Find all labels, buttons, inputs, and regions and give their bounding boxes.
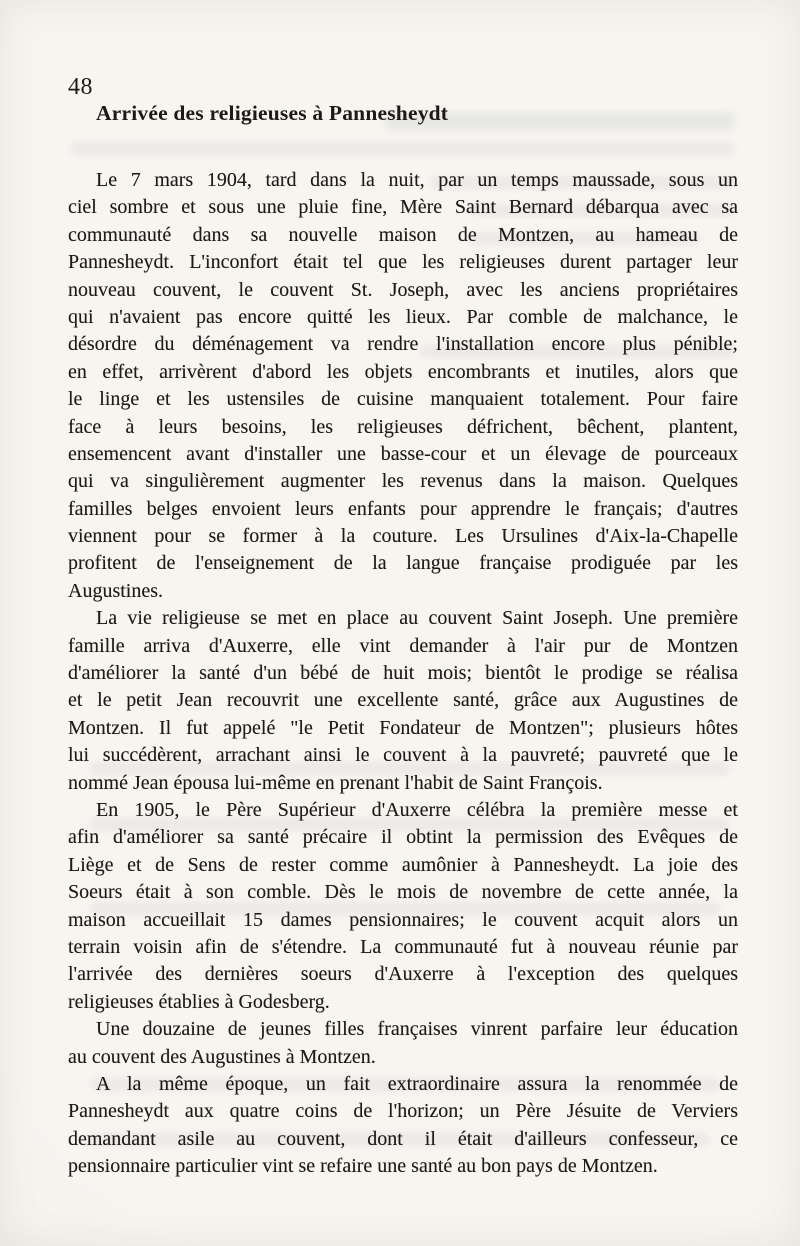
- text-line: Liège et de Sens de rester comme aumônier à Pannesheydt. La joie des: [68, 853, 738, 876]
- text-line: viennent pour se former à la couture. Les Ursulines d'Aix-la-Chapelle: [68, 525, 738, 548]
- text-line: Pannesheydt. L'inconfort était tel que les religieuses durent partager leur: [68, 251, 738, 274]
- text-line: profitent de l'enseignement de la langue française prodiguée par les: [68, 552, 738, 575]
- text-line: qui va singulièrement augmenter les revenus dans la maison. Quelques: [68, 470, 738, 493]
- text-line: d'améliorer la santé d'un bébé de huit mois; bientôt le prodige se réalisa: [68, 662, 738, 685]
- text-line: nommé Jean épousa lui-même en prenant l'habit de Saint François.: [68, 771, 603, 794]
- text-line: demandant asile au couvent, dont il était d'ailleurs confesseur, ce: [68, 1127, 738, 1150]
- text-line: Pannesheydt aux quatre coins de l'horizon; un Père Jésuite de Verviers: [68, 1100, 738, 1123]
- text-line: afin d'améliorer sa santé précaire il obtint la permission des Evêques de: [68, 826, 738, 849]
- text-line: communauté dans sa nouvelle maison de Montzen, au hameau de: [68, 223, 738, 246]
- text-line: terrain voisin afin de s'étendre. La communauté fut à nouveau réunie par: [68, 935, 738, 958]
- text-line: désordre du déménagement va rendre l'installation encore plus pénible;: [68, 333, 738, 356]
- text-line: Soeurs était à son comble. Dès le mois de novembre de cette année, la: [68, 881, 738, 904]
- page-title: Arrivée des religieuses à Pannesheydt: [96, 101, 449, 125]
- text-line: pensionnaire particulier vint se refaire une santé au bon pays de Montzen.: [68, 1155, 658, 1178]
- text-line: ciel sombre et sous une pluie fine, Mère Saint Bernard débarqua avec sa: [68, 196, 738, 219]
- text-line: Le 7 mars 1904, tard dans la nuit, par un temps maussade, sous un: [96, 169, 738, 191]
- text-line: lui succédèrent, arrachant ainsi le couvent à la pauvreté; pauvreté que le: [68, 744, 738, 767]
- text-line: face à leurs besoins, les religieuses défrichent, bêchent, plantent,: [68, 415, 738, 438]
- page-text: [68, 167, 738, 1180]
- text-line: religieuses établies à Godesberg.: [68, 990, 330, 1013]
- text-line: et le petit Jean recouvrit une excellente santé, grâce aux Augustines de: [68, 689, 738, 712]
- page-number: 48: [68, 74, 93, 100]
- text-line: familles belges envoient leurs enfants pour apprendre le français; d'autres: [68, 497, 738, 520]
- text-line: qui n'avaient pas encore quitté les lieux. Par comble de malchance, le: [68, 305, 738, 328]
- text-line: Montzen. Il fut appelé "le Petit Fondateur de Montzen"; plusieurs hôtes: [68, 716, 738, 739]
- text-line: Une douzaine de jeunes filles françaises vinrent parfaire leur éducation: [96, 1018, 738, 1041]
- text-line: Augustines.: [68, 579, 163, 602]
- text-line: maison accueillait 15 dames pensionnaires; le couvent acquit alors un: [68, 908, 738, 931]
- text-line: en effet, arrivèrent d'abord les objets encombrants et inutiles, alors que: [68, 360, 738, 383]
- text-line: au couvent des Augustines à Montzen.: [68, 1045, 376, 1068]
- text-line: La vie religieuse se met en place au couvent Saint Joseph. Une première: [96, 607, 738, 630]
- text-line: ensemencent avant d'installer une basse-cour et un élevage de pourceaux: [68, 442, 738, 465]
- text-line: famille arriva d'Auxerre, elle vint demander à l'air pur de Montzen: [68, 634, 738, 657]
- text-line: A la même époque, un fait extraordinaire assura la renommée de: [96, 1072, 738, 1095]
- text-line: En 1905, le Père Supérieur d'Auxerre célébra la première messe et: [96, 798, 738, 821]
- bleedthrough-artifact: [70, 142, 735, 155]
- text-line: nouveau couvent, le couvent St. Joseph, avec les anciens propriétaires: [68, 278, 738, 301]
- text-line: l'arrivée des dernières soeurs d'Auxerre à l'exception des quelques: [68, 963, 738, 986]
- text-line: le linge et les ustensiles de cuisine manquaient totalement. Pour faire: [68, 388, 738, 411]
